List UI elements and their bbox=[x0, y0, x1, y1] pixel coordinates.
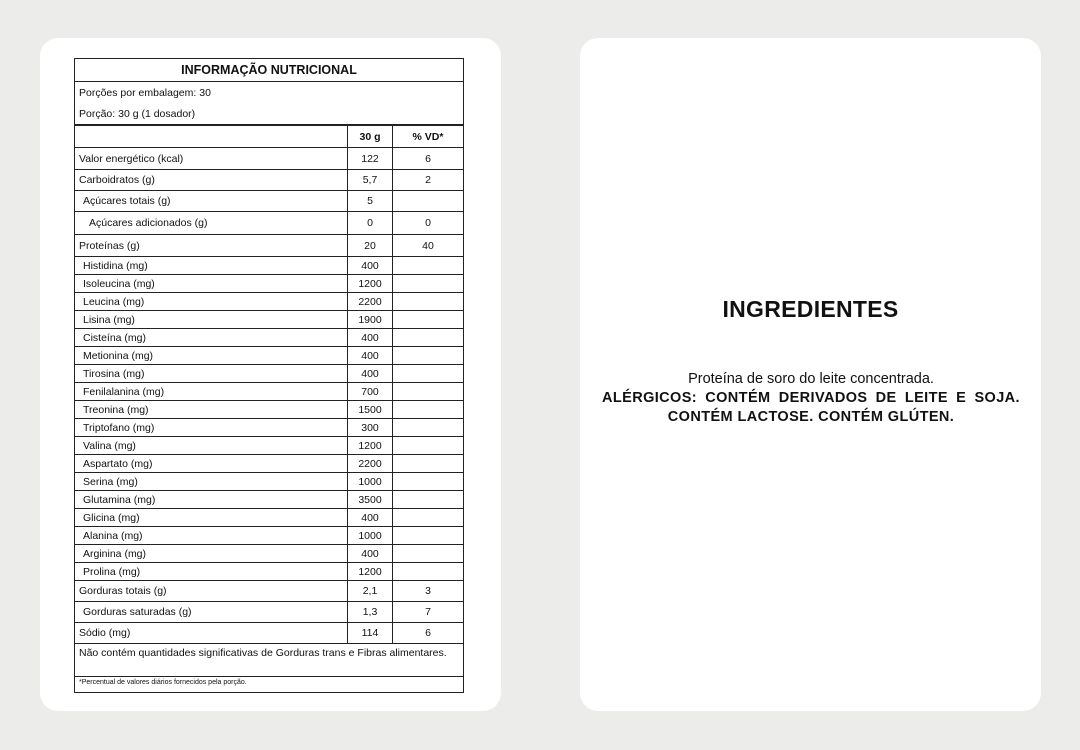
nutrient-dv: 7 bbox=[425, 606, 431, 618]
nutrient-amount: 400 bbox=[348, 509, 393, 526]
ingredients-title: INGREDIENTES bbox=[722, 296, 899, 322]
nutrient-dv bbox=[393, 563, 463, 580]
nutrition-card bbox=[40, 38, 501, 711]
nutrient-name: Treonina (mg) bbox=[75, 401, 348, 418]
nutrient-name: Valor energético (kcal) bbox=[75, 148, 348, 169]
nutrition-row bbox=[75, 602, 463, 623]
nutrition-row bbox=[75, 509, 463, 527]
nutrition-row bbox=[75, 623, 463, 644]
nutrient-dv bbox=[393, 509, 463, 526]
nutrition-row bbox=[75, 563, 463, 581]
nutrient-name: Valina (mg) bbox=[75, 437, 348, 454]
serving-size: Porção: 30 g (1 dosador) bbox=[75, 103, 463, 126]
nutrition-row bbox=[75, 275, 463, 293]
nutrient-amount: 400 bbox=[348, 347, 393, 364]
nutrient-dv bbox=[393, 455, 463, 472]
nutrient-amount: 1,3 bbox=[348, 602, 393, 622]
nutrient-amount: 2,1 bbox=[348, 581, 393, 601]
nutrient-dv: 3 bbox=[425, 585, 431, 597]
nutrient-dv: 6 bbox=[425, 152, 431, 165]
nutrient-amount: 400 bbox=[348, 329, 393, 346]
nutrient-name: Histidina (mg) bbox=[75, 257, 348, 274]
nutrient-dv bbox=[393, 437, 463, 454]
nutrient-name: Sódio (mg) bbox=[75, 623, 348, 643]
nutrient-amount: 1000 bbox=[348, 527, 393, 544]
nutrient-name: Prolina (mg) bbox=[75, 563, 348, 580]
nutrient-dv bbox=[393, 383, 463, 400]
nutrient-dv bbox=[393, 545, 463, 562]
nutrient-name: Fenilalanina (mg) bbox=[75, 383, 348, 400]
nutrient-dv: 40 bbox=[422, 239, 434, 252]
nutrition-row bbox=[75, 491, 463, 509]
nutrition-row bbox=[75, 347, 463, 365]
nutrient-name: Metionina (mg) bbox=[75, 347, 348, 364]
nutrient-amount: 3500 bbox=[348, 491, 393, 508]
nutrient-amount: 400 bbox=[348, 365, 393, 382]
nutrition-header-row bbox=[75, 126, 463, 148]
header-dv: % VD* bbox=[412, 130, 444, 143]
nutrition-row bbox=[75, 437, 463, 455]
nutrient-amount: 1000 bbox=[348, 473, 393, 490]
nutrition-row bbox=[75, 148, 463, 170]
nutrient-amount: 5 bbox=[348, 191, 393, 211]
nutrient-amount: 1200 bbox=[348, 563, 393, 580]
nutrient-dv bbox=[393, 275, 463, 292]
nutrient-dv bbox=[393, 191, 463, 211]
nutrient-name: Glutamina (mg) bbox=[75, 491, 348, 508]
nutrient-name: Açúcares totais (g) bbox=[75, 191, 348, 211]
nutrient-amount: 1200 bbox=[348, 437, 393, 454]
nutrition-title: INFORMAÇÃO NUTRICIONAL bbox=[75, 59, 463, 82]
ingredients-body bbox=[602, 370, 1020, 427]
nutrient-amount: 122 bbox=[348, 148, 393, 169]
nutrition-row bbox=[75, 170, 463, 191]
nutrient-name: Serina (mg) bbox=[75, 473, 348, 490]
nutrient-dv: 0 bbox=[425, 217, 431, 229]
nutrition-row bbox=[75, 383, 463, 401]
nutrient-name: Arginina (mg) bbox=[75, 545, 348, 562]
nutrition-row bbox=[75, 581, 463, 602]
nutrient-dv bbox=[393, 311, 463, 328]
nutrition-row bbox=[75, 527, 463, 545]
nutrition-row bbox=[75, 212, 463, 235]
nutrient-amount: 1900 bbox=[348, 311, 393, 328]
nutrient-dv bbox=[393, 257, 463, 274]
nutrient-dv bbox=[393, 473, 463, 490]
nutrient-dv bbox=[393, 329, 463, 346]
nutrient-name: Glicina (mg) bbox=[75, 509, 348, 526]
nutrient-amount: 300 bbox=[348, 419, 393, 436]
nutrient-amount: 2200 bbox=[348, 455, 393, 472]
ingredients-list: Proteína de soro do leite concentrada. bbox=[688, 371, 934, 387]
nutrition-row bbox=[75, 293, 463, 311]
nutrient-name: Triptofano (mg) bbox=[75, 419, 348, 436]
nutrition-row bbox=[75, 365, 463, 383]
nutrient-dv bbox=[393, 293, 463, 310]
nutrient-name: Proteínas (g) bbox=[75, 235, 348, 256]
nutrient-dv bbox=[393, 365, 463, 382]
nutrient-dv: 6 bbox=[425, 627, 431, 639]
nutrient-name: Tirosina (mg) bbox=[75, 365, 348, 382]
nutrient-name: Alanina (mg) bbox=[75, 527, 348, 544]
nutrient-dv bbox=[393, 491, 463, 508]
nutrition-row bbox=[75, 329, 463, 347]
nutrition-rows bbox=[75, 148, 463, 644]
nutrient-amount: 0 bbox=[348, 212, 393, 234]
nutrient-amount: 1500 bbox=[348, 401, 393, 418]
nutrition-row bbox=[75, 455, 463, 473]
nutrition-row bbox=[75, 235, 463, 257]
nutrient-amount: 400 bbox=[348, 257, 393, 274]
nutrition-note: Não contém quantidades significativas de Gorduras trans e Fibras alimentares. bbox=[75, 644, 463, 677]
allergens-warning: ALÉRGICOS: CONTÉM DERIVADOS DE LEITE E SOJA. CONTÉM LACTOSE. CONTÉM GLÚTEN. bbox=[602, 390, 1020, 425]
nutrient-amount: 20 bbox=[348, 235, 393, 256]
nutrient-dv bbox=[393, 401, 463, 418]
header-blank bbox=[75, 126, 348, 147]
nutrition-table bbox=[74, 58, 464, 693]
nutrient-name: Açúcares adicionados (g) bbox=[75, 212, 348, 234]
nutrient-amount: 700 bbox=[348, 383, 393, 400]
nutrition-footnote: *Percentual de valores diários fornecidos pela porção. bbox=[79, 679, 247, 686]
nutrition-row bbox=[75, 191, 463, 212]
nutrition-row bbox=[75, 311, 463, 329]
nutrient-name: Isoleucina (mg) bbox=[75, 275, 348, 292]
nutrition-row bbox=[75, 545, 463, 563]
nutrient-dv bbox=[393, 347, 463, 364]
nutrient-amount: 5,7 bbox=[348, 170, 393, 190]
nutrition-row bbox=[75, 419, 463, 437]
nutrient-name: Leucina (mg) bbox=[75, 293, 348, 310]
nutrient-amount: 1200 bbox=[348, 275, 393, 292]
servings-per-package: Porções por embalagem: 30 bbox=[79, 86, 211, 99]
nutrient-amount: 400 bbox=[348, 545, 393, 562]
nutrient-name: Gorduras saturadas (g) bbox=[75, 602, 348, 622]
nutrient-name: Gorduras totais (g) bbox=[75, 581, 348, 601]
nutrient-amount: 114 bbox=[348, 623, 393, 643]
nutrient-name: Aspartato (mg) bbox=[75, 455, 348, 472]
nutrition-row bbox=[75, 257, 463, 275]
nutrient-name: Carboidratos (g) bbox=[75, 170, 348, 190]
nutrient-dv: 2 bbox=[425, 174, 431, 186]
nutrient-dv bbox=[393, 419, 463, 436]
nutrition-row bbox=[75, 473, 463, 491]
nutrient-amount: 2200 bbox=[348, 293, 393, 310]
nutrition-row bbox=[75, 401, 463, 419]
nutrient-name: Lisina (mg) bbox=[75, 311, 348, 328]
ingredients-card bbox=[580, 38, 1041, 711]
nutrient-name: Cisteína (mg) bbox=[75, 329, 348, 346]
header-amount: 30 g bbox=[348, 126, 393, 147]
nutrient-dv bbox=[393, 527, 463, 544]
